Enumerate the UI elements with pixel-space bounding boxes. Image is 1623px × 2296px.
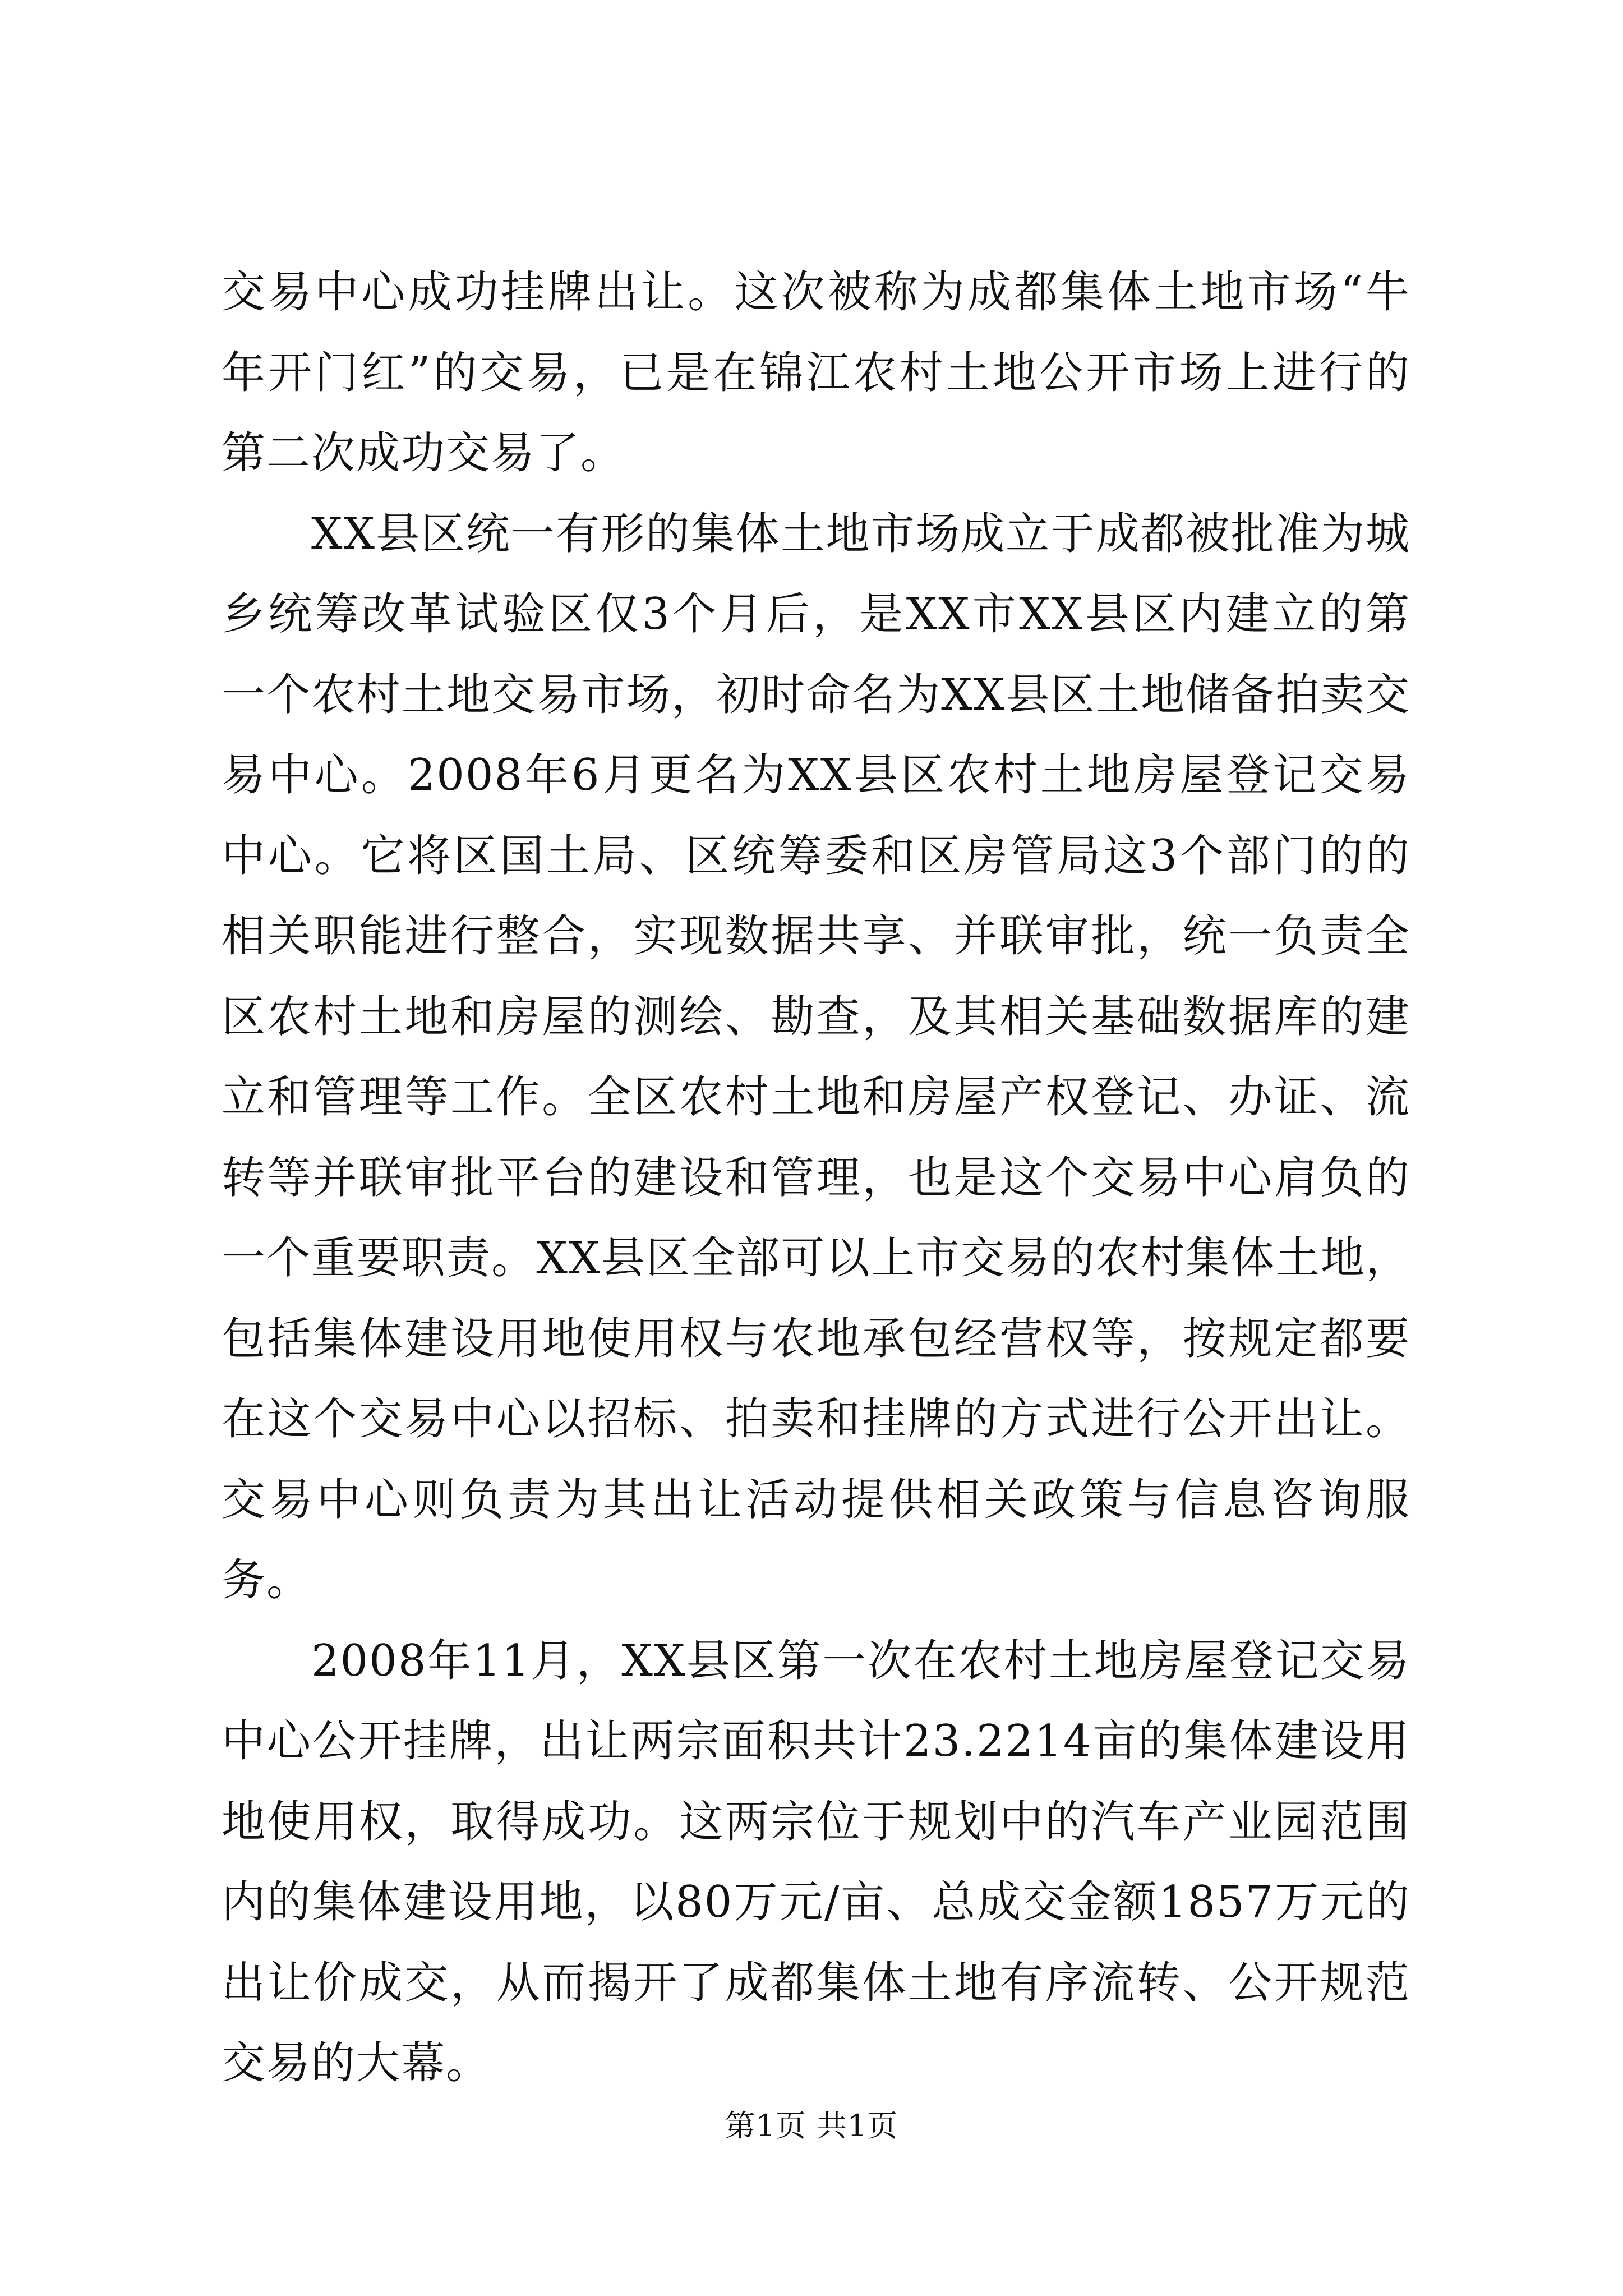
- paragraph-first-listing: 2008年11月，XX县区第一次在农村土地房屋登记交易中心公开挂牌，出让两宗面积共计23.2214亩的集体建设用地使用权，取得成功。这两宗位于规划中的汽车产业园范围内的集体建设用地，以80万元/亩、总成交金额1857万元的出让价成交，从而揭开了成都集体土地有序流转、公开规范交易的大幕。: [222, 1635, 1410, 2088]
- document-body: [222, 252, 1410, 2104]
- paragraph-continuation: 交易中心成功挂牌出让。这次被称为成都集体土地市场“牛年开门红”的交易，已是在锦江农村土地公开市场上进行的第二次成功交易了。: [222, 267, 1410, 478]
- page-footer: 第1页 共1页: [725, 2108, 898, 2143]
- paragraph-market-history: XX县区统一有形的集体土地市场成立于成都被批准为城乡统筹改革试验区仅3个月后，是XX市XX县区内建立的第一个农村土地交易市场，初时命名为XX县区土地储备拍卖交易中心。2008年6月更名为XX县区农村土地房屋登记交易中心。它将区国土局、区统筹委和区房管局这3个部门的的相关职能进行整合，实现数据共享、并联审批，统一负责全区农村土地和房屋的测绘、勘查，及其相关基础数据库的建立和管理等工作。全区农村土地和房屋产权登记、办证、流转等并联审批平台的建设和管理，也是这个交易中心肩负的一个重要职责。XX县区全部可以上市交易的农村集体土地，包括集体建设用地使用权与农地承包经营权等，按规定都要在这个交易中心以招标、拍卖和挂牌的方式进行公开出让。交易中心则负责为其出让活动提供相关政策与信息咨询服务。: [222, 508, 1410, 1605]
